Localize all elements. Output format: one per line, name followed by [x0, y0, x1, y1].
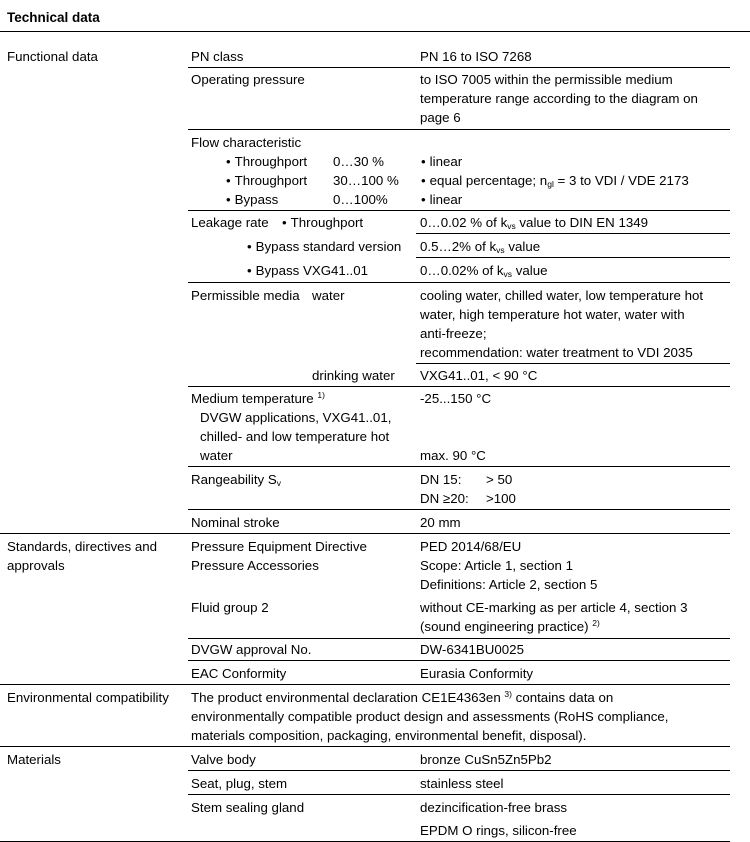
divider — [188, 129, 730, 130]
divider — [416, 363, 730, 364]
rangeability-label: Rangeability $S_v$ — [191, 472, 281, 488]
divider — [188, 509, 730, 510]
divider — [188, 770, 730, 771]
operating-pressure-label: Operating pressure — [191, 72, 305, 87]
media-water-line-4: recommendation: water treatment to VDI 2035 — [420, 345, 693, 360]
leakage-item-1: • Throughport — [282, 213, 363, 232]
flow-port-2: • Throughport — [226, 171, 307, 190]
divider — [188, 67, 730, 68]
category-standards-line-2: approvals — [7, 558, 65, 573]
divider — [0, 684, 730, 685]
operating-pressure-line-1: to ISO 7005 within the permissible medium — [420, 72, 673, 87]
footnote-3: 3) — [504, 689, 512, 699]
media-water-line-3: anti-freeze; — [420, 326, 487, 341]
divider — [188, 466, 730, 467]
nominal-stroke-value: 20 mm — [420, 515, 461, 530]
flow-characteristic-label: Flow characteristic — [191, 135, 302, 150]
divider — [0, 31, 750, 32]
material-value-1: bronze CuSn5Zn5Pb2 — [420, 752, 552, 767]
media-water-line-2: water, high temperature hot water, water with — [420, 307, 685, 322]
ped-label-line-1: Pressure Equipment Directive — [191, 539, 367, 554]
operating-pressure-line-3: page 6 — [420, 110, 461, 125]
divider — [0, 746, 730, 747]
environmental-line-3: materials composition, packaging, environmental benefit, disposal). — [191, 728, 587, 743]
flow-value-1: • linear — [421, 152, 462, 171]
divider — [188, 660, 730, 661]
leakage-value-1: 0…0.02 % of $k_{vs}$ value to DIN EN 1349 — [420, 215, 649, 231]
rangeability-dn-2: DN ≥20: — [420, 491, 469, 506]
flow-range-3: 0…100% — [333, 192, 388, 207]
eac-value: Eurasia Conformity — [420, 666, 534, 681]
material-value-2: stainless steel — [420, 776, 504, 791]
leakage-value-2: 0.5…2% of $k_{vs}$ value — [420, 239, 541, 255]
footnote-1: 1) — [317, 390, 325, 400]
material-label-3: Stem sealing gland — [191, 800, 305, 815]
medium-temp-sub-line-3: water — [200, 448, 233, 463]
flow-range-1: 0…30 % — [333, 154, 384, 169]
nominal-stroke-label: Nominal stroke — [191, 515, 280, 530]
material-value-3b: EPDM O rings, silicon-free — [420, 823, 577, 838]
divider — [0, 533, 730, 534]
environmental-line-1: The product environmental declaration CE1E4363en $^{3)}$ contains data on — [191, 689, 614, 705]
medium-temp-sub-line-2: chilled- and low temperature hot — [200, 429, 390, 444]
flow-port-1: • Throughport — [226, 152, 307, 171]
divider — [188, 210, 730, 211]
divider — [188, 638, 730, 639]
rangeability-val-2: >100 — [486, 491, 516, 506]
permissible-media-label: Permissible media — [191, 288, 300, 303]
media-drinking-water-label: drinking water — [312, 368, 395, 383]
media-water-label: water — [312, 288, 345, 303]
flow-value-3: • linear — [421, 190, 462, 209]
ped-value-line-3: Definitions: Article 2, section 5 — [420, 577, 598, 592]
divider — [188, 794, 730, 795]
medium-temperature-value: -25...150 °C — [420, 391, 492, 406]
divider — [416, 233, 730, 234]
fluid-group-label: Fluid group 2 — [191, 600, 269, 615]
divider — [416, 257, 730, 258]
media-drinking-water-value: VXG41..01, < 90 °C — [420, 368, 538, 383]
fluid-group-value-line-1: without CE-marking as per article 4, section 3 — [420, 600, 688, 615]
flow-port-3: • Bypass — [226, 190, 278, 209]
leakage-item-2: • Bypass standard version — [247, 237, 401, 256]
medium-temperature-label: Medium temperature $^{1)}$ — [191, 390, 325, 406]
divider — [188, 386, 730, 387]
leakage-value-3: 0…0.02% of $k_{vs}$ value — [420, 263, 548, 279]
material-label-2: Seat, plug, stem — [191, 776, 288, 791]
fluid-group-value-line-2: (sound engineering practice) $^{2)}$ — [420, 618, 600, 634]
flow-range-2: 30…100 % — [333, 173, 399, 188]
divider — [188, 282, 730, 283]
media-water-line-1: cooling water, chilled water, low temperature hot — [420, 288, 704, 303]
category-functional-data: Functional data — [7, 49, 98, 64]
eac-label: EAC Conformity — [191, 666, 287, 681]
leakage-item-3: • Bypass VXG41..01 — [247, 261, 368, 280]
medium-temp-sub-line-1: DVGW applications, VXG41..01, — [200, 410, 392, 425]
dvgw-value: DW-6341BU0025 — [420, 642, 524, 657]
rangeability-dn-1: DN 15: — [420, 472, 462, 487]
pn-class-label: PN class — [191, 49, 244, 64]
ped-value-line-1: PED 2014/68/EU — [420, 539, 522, 554]
medium-temp-sub-value: max. 90 °C — [420, 448, 486, 463]
category-materials: Materials — [7, 752, 61, 767]
section-title: Technical data — [7, 10, 100, 25]
footnote-2: 2) — [592, 618, 600, 628]
operating-pressure-line-2: temperature range according to the diagram on — [420, 91, 698, 106]
dvgw-label: DVGW approval No. — [191, 642, 312, 657]
material-value-3: dezincification-free brass — [420, 800, 568, 815]
leakage-rate-label: Leakage rate — [191, 215, 269, 230]
material-label-1: Valve body — [191, 752, 256, 767]
rangeability-val-1: > 50 — [486, 472, 513, 487]
ped-value-line-2: Scope: Article 1, section 1 — [420, 558, 573, 573]
category-environmental: Environmental compatibility — [7, 690, 169, 705]
flow-value-2: • equal percentage; $n_{gl} = 3$ to VDI / VDE 2173 — [421, 171, 689, 190]
ped-label-line-2: Pressure Accessories — [191, 558, 319, 573]
category-standards-line-1: Standards, directives and — [7, 539, 158, 554]
pn-class-value: PN 16 to ISO 7268 — [420, 49, 532, 64]
environmental-line-2: environmentally compatible product design and assessments (RoHS compliance, — [191, 709, 669, 724]
